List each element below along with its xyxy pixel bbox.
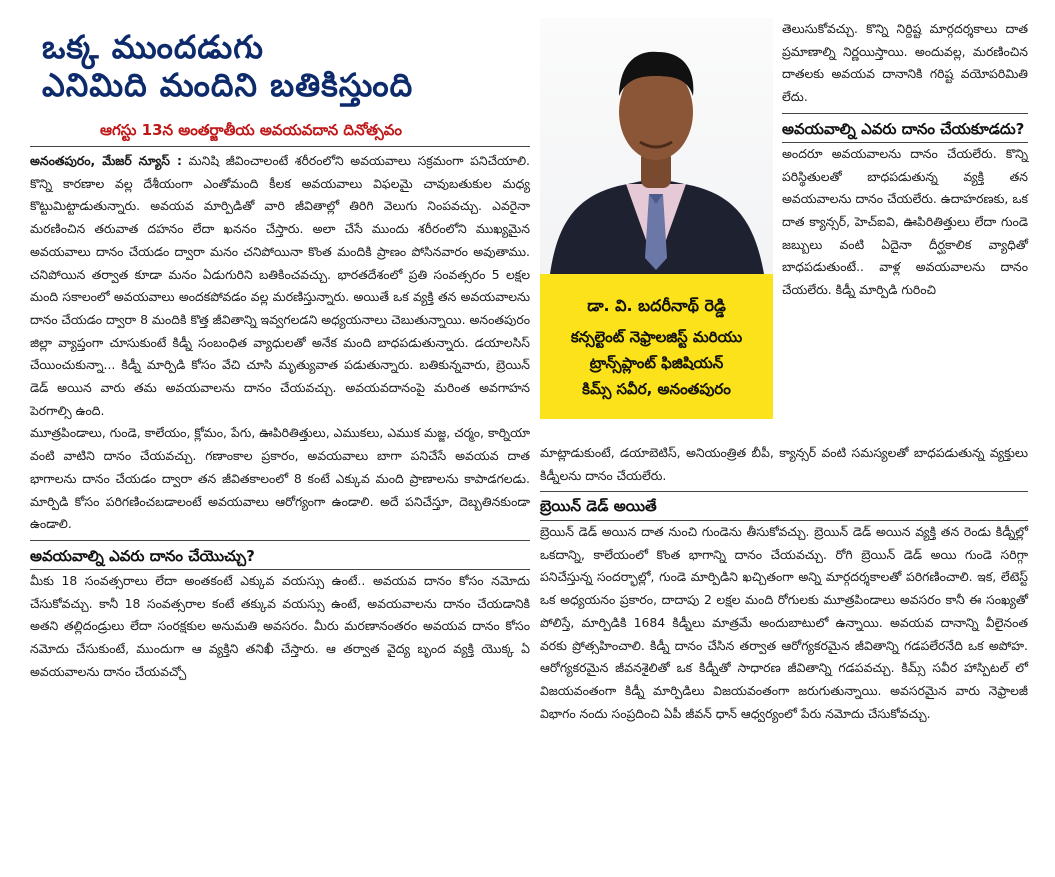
photo-caption (540, 274, 773, 419)
headline-line-1: ఒక్క ముందడుగు (42, 28, 264, 66)
doctor-portrait-icon (540, 18, 773, 274)
column-left (30, 150, 530, 683)
brain-dead-section (540, 495, 1028, 725)
who-cannot-donate-text: అందరూ అవయవాలను దానం చేయలేరు. కొన్ని పరిస్థితులతో బాధపడుతున్న వ్యక్తి తన అవయవాలను దానం చేయలేరు. ఉదాహరణకు, ఒక దాత క్యాన్సర్, హెచ్‌ఐవి, ఊపిరితిత్తులు లేదా గుండె జబ్బులు వంటి ఏదైనా దీర్ఘకాలిక వ్యాధితో బాధపడుతుంటే.. వాళ్ల అవయవాలను దానం చేయలేరు. కిడ్నీ మార్పిడి గురించి (782, 145, 1028, 298)
headline (42, 28, 532, 104)
intro-paragraph (30, 150, 530, 422)
divider (30, 540, 530, 541)
doctor-designation-1: కన్సల్టెంట్ నెఫ్రాలజిస్ట్ మరియు (570, 328, 743, 346)
doctor-designation-2: ట్రాన్స్‌ప్లాంట్ ఫిజిషియన్ (589, 354, 724, 372)
section-heading-who-can-donate: అవయవాల్ని ఎవరు దానం చేయొచ్చు? (30, 546, 255, 565)
kidney-donation-text: మాట్లాడుకుంటే, డయాబెటిస్, అనియంత్రిత బీపీ, క్యాన్సర్ వంటి సమస్యలతో బాధపడుతున్న వ్యక్తులు కిడ్నీలను దానం చేయలేరు. (540, 445, 1028, 483)
section-heading-who-cannot-donate: అవయవాల్ని ఎవరు దానం చేయకూడదు? (782, 119, 1025, 138)
column-right (782, 18, 1028, 302)
divider (540, 491, 1028, 492)
organs-paragraph: మూత్రపిండాలు, గుండె, కాలేయం, క్లోమం, పేగు, ఊపిరితిత్తులు, ఎముకలు, ఎముక మజ్జ, చర్మం, కార్నియా వంటి వాటిని దానం చేయవచ్చు. గణాంకాల ప్రకారం, అవయవాలు బాగా పనిచేసే అవయవ దాత భాగాలను దానం చేయడం ద్వారా తన జీవితకాలంలో 8 కంటే ఎక్కువ మంది ప్రాణాలను కాపాడగలడు. మార్పిడి కోసం పరిగణించబడాలంటే అవయవాలు ఆరోగ్యంగా ఉండాలి. అదే పనిచేస్తూ, దెబ్బతినకుండా ఉండాలి. (30, 425, 530, 532)
divider (782, 113, 1028, 114)
divider (30, 146, 530, 147)
who-can-donate-text: మీకు 18 సంవత్సరాలు లేదా అంతకంటే ఎక్కువ వయస్సు ఉంటే.. అవయవ దానం కోసం నమోదు చేసుకోవచ్చు. కానీ 18 సంవత్సరాల కంటే తక్కువ వయస్సు ఉంటే, అవయవాలను దానం చేయడానికి అతని తల్లిదండ్రులు లేదా సంరక్షకుల అనుమతి అవసరం. మీరు మరణానంతరం అవయవ దానం కోసం నమోదు చేసుకుంటే, ముందుగా ఆ వ్యక్తిని తనిఖీ చేస్తారు. ఆ తర్వాత వైద్య బృంద వ్యక్తి యొక్క ఏ అవయవాలను దానం చేయవచ్చో (30, 572, 530, 679)
doctor-photo (540, 18, 773, 274)
continued-text: తెలుసుకోవచ్చు. కొన్ని నిర్దిష్ట మార్గదర్శకాలు దాత ప్రమాణాల్ని నిర్ణయిస్తాయి. అందువల్ల, మరణించిన దాతలకు అవయవ దానానికి గరిష్ట వయోపరిమితి లేదు. (782, 21, 1028, 105)
brain-dead-text: బ్రెయిన్ డెడ్ అయిన దాత నుంచి గుండెను తీసుకోవచ్చు. బ్రెయిన్ డెడ్ అయిన వ్యక్తి తన రెండు కిడ్నీల్లో ఒకదాన్ని, కాలేయంలో కొంత భాగాన్ని దానం చేయవచ్చు. రోగి బ్రెయిన్ డెడ్ అయి గుండె సరిగ్గా పనిచేస్తున్న సందర్భాల్లో, గుండె మార్పిడిని ఖచ్చితంగా అన్ని మార్గదర్శకాలతో పరిగణించాలి. ఇక, లేటెస్ట్ ఒక అధ్యయనం ప్రకారం, దాదాపు 2 లక్షల మంది రోగులకు మూత్రపిండాలు అవసరం కానీ ఈ సంఖ్యతో పోలిస్తే, మార్పిడికి 1684 కిడ్నీలు మాత్రమే అందుబాటులో ఉన్నాయి. అవయవ దానాన్ని వీలైనంత వరకు ప్రోత్సహించాలి. కిడ్నీ దానం చేసిన తర్వాత ఆరోగ్యకరమైన జీవితాన్ని గడపలేరనేది ఒక అపోహ. ఆరోగ్యకరమైన జీవనశైలితో ఒక కిడ్నీతో సాధారణ జీవితాన్ని గడపవచ్చు. కిమ్స్ సవీర హాస్పిటల్ లో విజయవంతంగా కిడ్నీ మార్పిడిలు విజయవంతంగా జరుగుతున్నాయి. అవసరమైన వారు నెఫ్రాలజీ విభాగం నందు సంప్రదించి ఏపీ జీవన్ ధాన్ ఆధ్వర్యంలో పేరు నమోదు చేసుకోవచ్చు. (540, 524, 1028, 721)
wide-continuation (540, 442, 1028, 487)
doctor-name: డా. వి. బదరీనాథ్ రెడ్డి (587, 296, 726, 315)
subheadline: ఆగస్టు 13న అంతర్జాతీయ అవయవదాన దినోత్సవం (100, 121, 402, 139)
hospital-name: కిమ్స్ సవీర, అనంతపురం (582, 380, 731, 398)
headline-line-2: ఎనిమిది మందిని బతికిస్తుంది (42, 66, 414, 104)
intro-text: మనిషి జీవించాలంటే శరీరంలోని అవయవాలు సక్రమంగా పనిచేయాలి. కొన్ని కారణాల వల్ల దేశీయంగా ఎంతోమంది కీలక అవయవాలు విఫలమై చావుబతుకుల మధ్య కొట్టుమిట్టాడుతున్నారు. అవయవ మార్పిడితో వారి జీవితాల్లో తిరిగి వెలుగు నింపవచ్చు. ఎవరైనా మరణించిన తరువాత దహనం లేదా ఖననం చేస్తారు. అలా చేసే ముందు శరీరంలోని ముఖ్యమైన అవయవాలు దానం చేయడం ద్వారా మనం చనిపోయినా కొంత మందికి ప్రాణం పోసినవారం అవుతాము. చనిపోయిన తర్వాత కూడా మనం ఏడుగురిని బతికించవచ్చు. భారతదేశంలో ప్రతి సంవత్సరం 5 లక్షల మంది సకాలంలో అవయవాలు అందకపోవడం వల్ల మరణిస్తున్నారు. అయితే ఒక వ్యక్తి తన అవయవాలను దానం చేయడం ద్వారా 8 మందికి కొత్త జీవితాన్ని ఇవ్వగలడని అధ్యయనాలు చెబుతున్నాయి. అనంతపురం జిల్లా వ్యాప్తంగా చూసుకుంటే కిడ్నీ సంబంధిత వ్యాధులతో అనేక మంది బాధపడుతున్నారు. డయాలసిస్ చేయించుకున్నా... కిడ్నీ మార్పిడి కోసం వేచి చూసి మృత్యువాత పడుతున్నారు. బతికున్నవారు, బ్రెయిన్ డెడ్ అయిన వారు తమ అవయవాలను దానం చేయవచ్చు. అవయవదానంపై మరింత అవగాహన పెరగాల్సి ఉంది. (30, 153, 530, 418)
section-heading-brain-dead: బ్రెయిన్ డెడ్ అయితే (540, 497, 657, 515)
dateline: అనంతపురం, మేజర్ న్యూస్ : (30, 153, 182, 168)
